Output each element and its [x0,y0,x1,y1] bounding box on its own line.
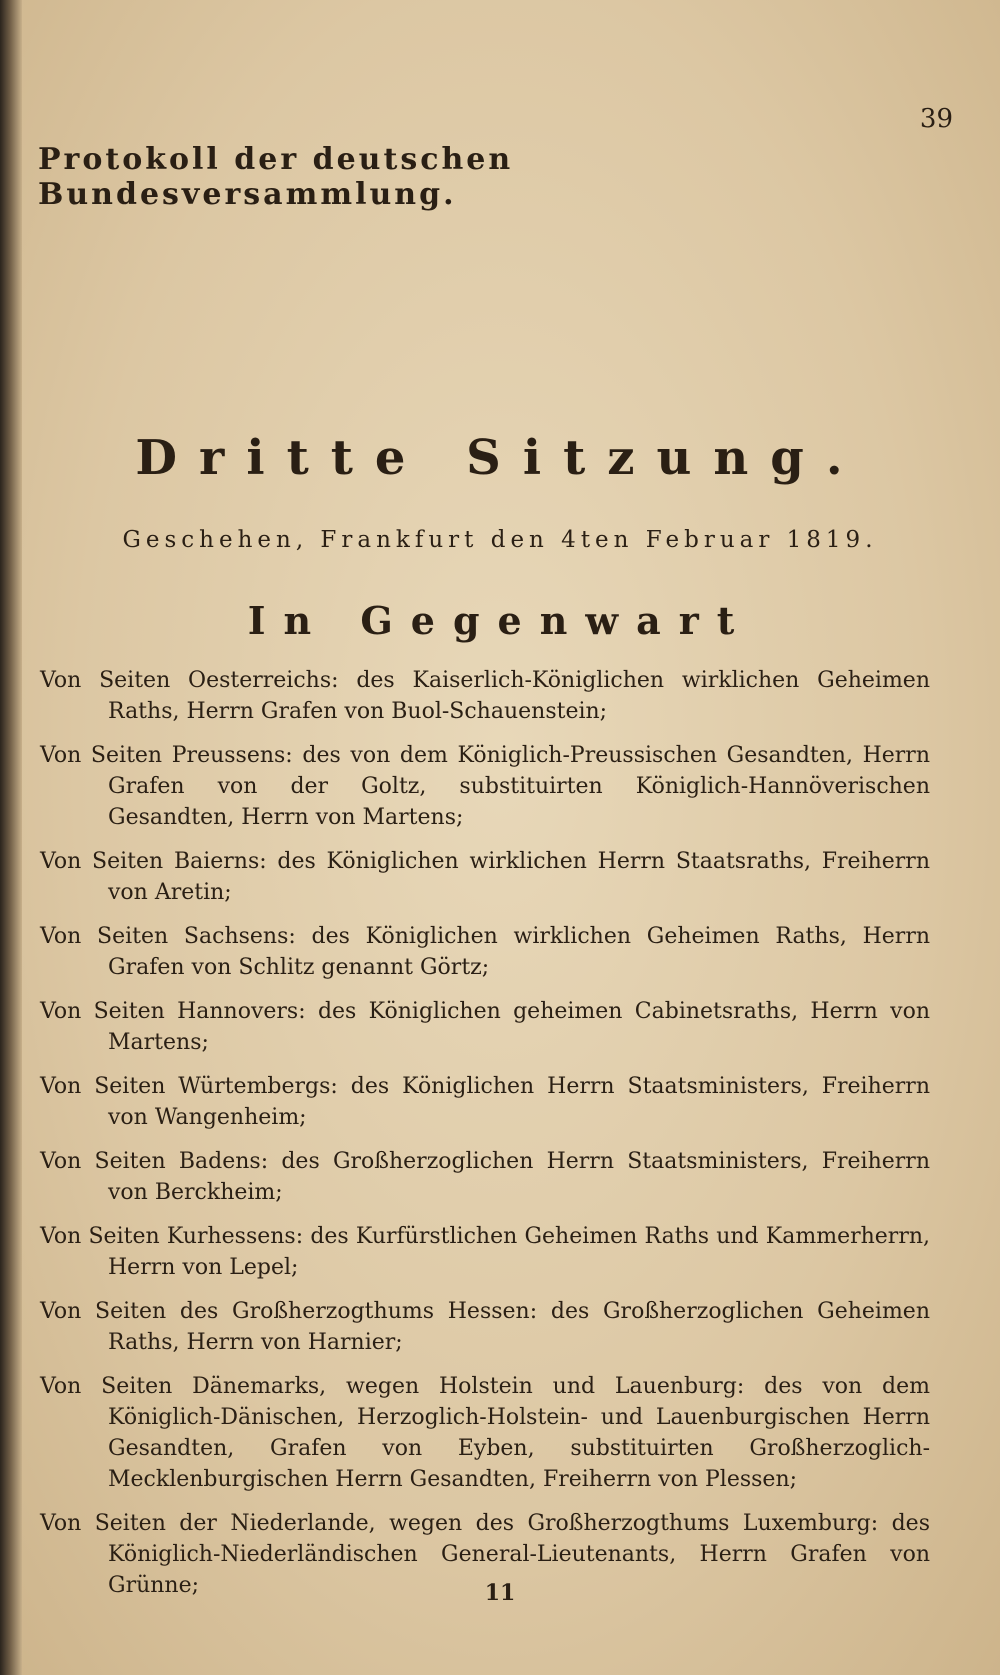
attendance-entry-baden: Von Seiten Badens: des Großherzoglichen Herrn Staatsministers, Freiherrn von Berckheim; [40,1149,930,1205]
attendance-entry-austria: Von Seiten Oesterreichs: des Kaiserlich-Königlichen wirklichen Geheimen Raths, Herrn Grafen von Buol-Schauenstein; [40,668,930,724]
running-head: Protokoll der deutschen Bundesversammlung. [38,142,514,212]
signature-mark: 11 [484,1580,516,1606]
attendance-entry-prussia: Von Seiten Preussens: des von dem Königlich-Preussischen Gesandten, Herrn Grafen von der Goltz, substituirten Königlich-Hannöverischen Gesandten, Herrn von Martens; [40,743,930,830]
session-title: Dritte Sitzung. [135,430,865,486]
attendance-entry-saxony: Von Seiten Sachsens: des Königlichen wirklichen Geheimen Raths, Herrn Grafen von Schlitz genannt Görtz; [40,924,930,980]
attendance-list [40,665,930,1614]
dateline: Geschehen, Frankfurt den 4ten Februar 1819. [122,527,878,553]
attendance-entry-denmark: Von Seiten Dänemarks, wegen Holstein und Lauenburg: des von dem Königlich-Dänischen, Herzoglich-Holstein- und Lauenburgischen Herrn Gesandten, Grafen von Eyben, substituirten Großherzoglich-Mecklenburgischen Herrn Gesandten, Freiherrn von Plessen; [40,1374,930,1492]
page-number: 39 [919,104,953,134]
attendance-entry-netherlands: Von Seiten der Niederlande, wegen des Großherzogthums Luxemburg: des Königlich-Niederländischen General-Lieutenants, Herrn Grafen von Grünne; [40,1511,930,1598]
attendance-entry-electoral-hesse: Von Seiten Kurhessens: des Kurfürstlichen Geheimen Raths und Kammerherrn, Herrn von Lepel; [40,1224,930,1280]
attendance-entry-grand-duchy-hesse: Von Seiten des Großherzogthums Hessen: des Großherzoglichen Geheimen Raths, Herrn von Harnier; [40,1299,930,1355]
book-gutter [0,0,22,1675]
attendance-entry-wurttemberg: Von Seiten Würtembergs: des Königlichen Herrn Staatsministers, Freiherrn von Wangenheim; [40,1074,930,1130]
attendance-entry-hanover: Von Seiten Hannovers: des Königlichen geheimen Cabinetsraths, Herrn von Martens; [40,999,930,1055]
attendance-heading: In Gegenwart [247,598,753,643]
attendance-entry-bavaria: Von Seiten Baierns: des Königlichen wirklichen Herrn Staatsraths, Freiherrn von Aretin; [40,849,930,905]
